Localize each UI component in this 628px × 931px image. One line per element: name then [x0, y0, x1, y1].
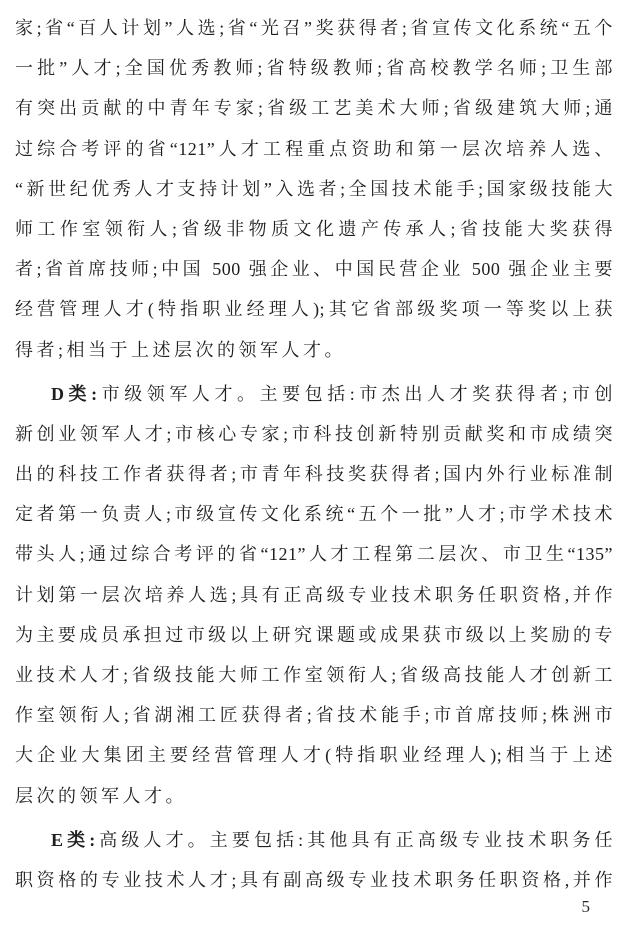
text-line: “新世纪优秀人才支持计划”入选者;全国技术能手;国家级技能大: [15, 178, 613, 199]
text-line: 层次的领军人才。: [15, 785, 187, 806]
text-line: 家;省“百人计划”人选;省“光召”奖获得者;省宣传文化系统“五个: [15, 18, 613, 38]
text-line: 经营管理人才(特指职业经理人);其它省部级奖项一等奖以上获: [15, 299, 613, 320]
text-line: 出的科技工作者获得者;市青年科技奖获得者;国内外行业标准制: [15, 464, 613, 485]
text-line: 大企业大集团主要经营管理人才(特指职业经理人);相当于上述: [15, 745, 613, 766]
section-label-e: E类:: [51, 829, 96, 850]
paragraph-d-first-line: [15, 374, 613, 414]
text-line: 作室领衔人;省湖湘工匠获得者;省技术能手;市首席技师;株洲市: [15, 705, 613, 726]
text-line: 业技术人才;省级技能大师工作室领衔人;省级高技能人才创新工: [15, 665, 613, 685]
text-line: 计划第一层次培养人选;具有正高级专业技术职务任职资格,并作: [15, 584, 613, 605]
text-line: 有突出贡献的中青年专家;省级工艺美术大师;省级建筑大师;通: [15, 98, 613, 119]
section-label-d: D类:: [51, 383, 98, 404]
text-line: 定者第一负责人;市级宣传文化系统“五个一批”人才;市学术技术: [15, 504, 613, 525]
paragraph-e-first-line: [15, 820, 613, 860]
text-line: 一批”人才;全国优秀教师;省特级教师;省高校教学名师;卫生部: [15, 58, 613, 79]
text-line: 高级人才。主要包括:其他具有正高级专业技术职务任: [95, 829, 614, 850]
text-line: 师工作室领衔人;省级非物质文化遗产传承人;省技能大奖获得: [15, 218, 613, 239]
text-line: 带头人;通过综合考评的省“121”人才工程第二层次、市卫生“135”: [15, 544, 613, 565]
text-line: 过综合考评的省“121”人才工程重点资助和第一层次培养人选、: [15, 138, 613, 159]
text-line: 新创业领军人才;市核心专家;市科技创新特别贡献奖和市成绩突: [15, 423, 613, 444]
text-line: 职资格的专业技术人才;具有副高级专业技术职务任职资格,并作: [15, 869, 613, 890]
body-text: [15, 8, 613, 900]
text-line: 为主要成员承担过市级以上研究课题或成果获市级以上奖励的专: [15, 624, 613, 645]
text-line: 者;省首席技师;中国 500 强企业、中国民营企业 500 强企业主要: [15, 259, 613, 280]
text-line: 市级领军人才。主要包括:市杰出人才奖获得者;市创: [97, 383, 613, 404]
page-number: 5: [581, 897, 590, 916]
text-line: 得者;相当于上述层次的领军人才。: [15, 339, 346, 360]
